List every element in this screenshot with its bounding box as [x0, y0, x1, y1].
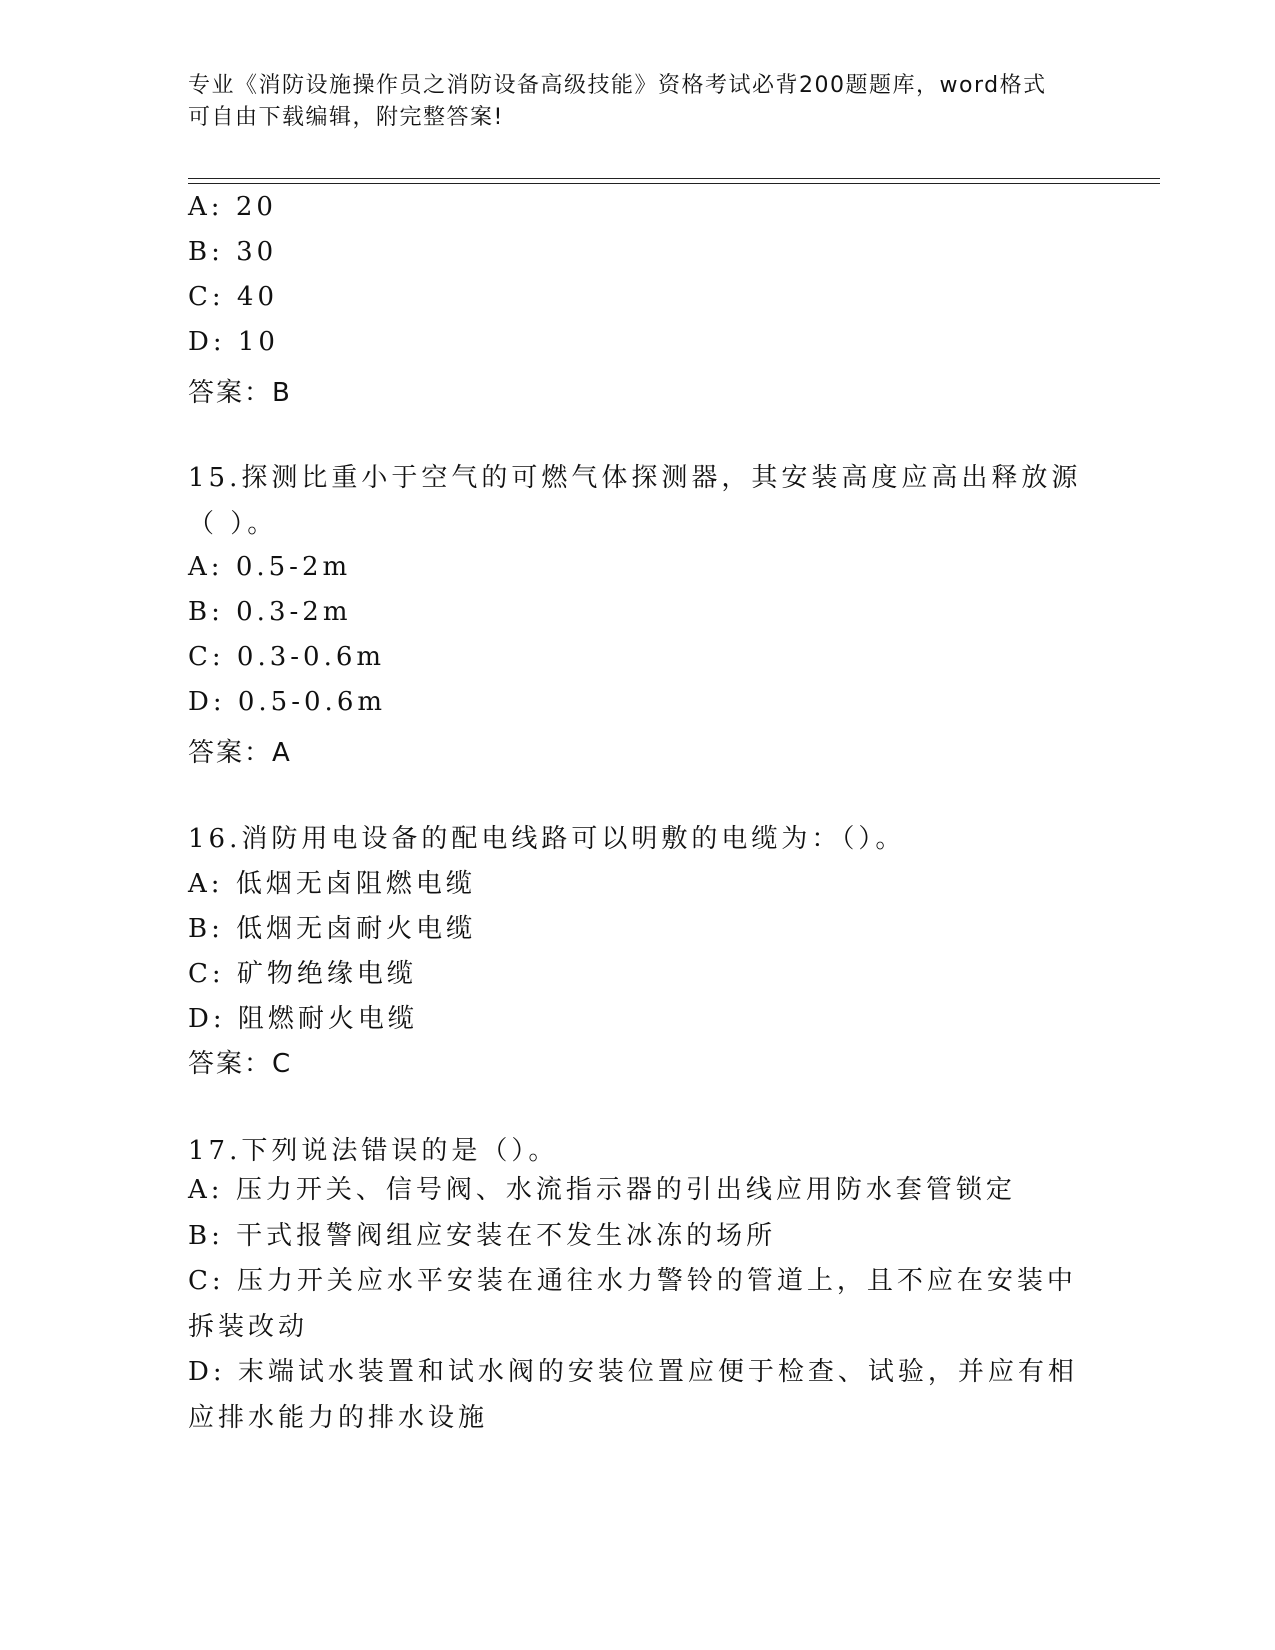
header-divider-top — [188, 178, 1160, 179]
option-b: B: 干式报警阀组应安装在不发生冰冻的场所 — [188, 1221, 777, 1251]
answer-line: 答案：B — [188, 378, 292, 408]
option-b: B: 低烟无卤耐火电缆 — [188, 914, 477, 944]
option-b: B: 30 — [188, 237, 278, 267]
option-c: C: 矿物绝缘电缆 — [188, 959, 417, 989]
option-d: D: 阻燃耐火电缆 — [188, 1004, 418, 1034]
answer-line: 答案：C — [188, 1049, 293, 1079]
option-d: D: 0.5-0.6m — [188, 687, 387, 717]
option-a: A: 20 — [188, 192, 277, 222]
option-d: D: 末端试水装置和试水阀的安装位置应便于检查、试验，并应有相应排水能力的排水设施 — [188, 1357, 1078, 1433]
question-15: 15.探测比重小于空气的可燃气体探测器，其安装高度应高出释放源（ ）。 — [188, 463, 1082, 539]
option-a: A: 低烟无卤阻燃电缆 — [188, 869, 476, 899]
option-a: A: 压力开关、信号阀、水流指示器的引出线应用防水套管锁定 — [188, 1175, 1016, 1205]
option-c: C: 0.3-0.6m — [188, 642, 386, 672]
document-header: 专业《消防设施操作员之消防设备高级技能》资格考试必背200题题库，word格式可自由下载编辑，附完整答案! — [188, 73, 1047, 130]
option-c: C: 40 — [188, 282, 279, 312]
question-16: 16.消防用电设备的配电线路可以明敷的电缆为：（）。 — [188, 824, 906, 854]
option-c: C: 压力开关应水平安装在通往水力警铃的管道上，且不应在安装中拆装改动 — [188, 1266, 1077, 1342]
option-b: B: 0.3-2m — [188, 597, 352, 627]
header-divider-bottom — [188, 183, 1160, 184]
answer-line: 答案：A — [188, 738, 292, 768]
question-17: 17.下列说法错误的是（）。 — [188, 1136, 559, 1166]
option-a: A: 0.5-2m — [188, 552, 352, 582]
option-d: D: 10 — [188, 327, 279, 357]
